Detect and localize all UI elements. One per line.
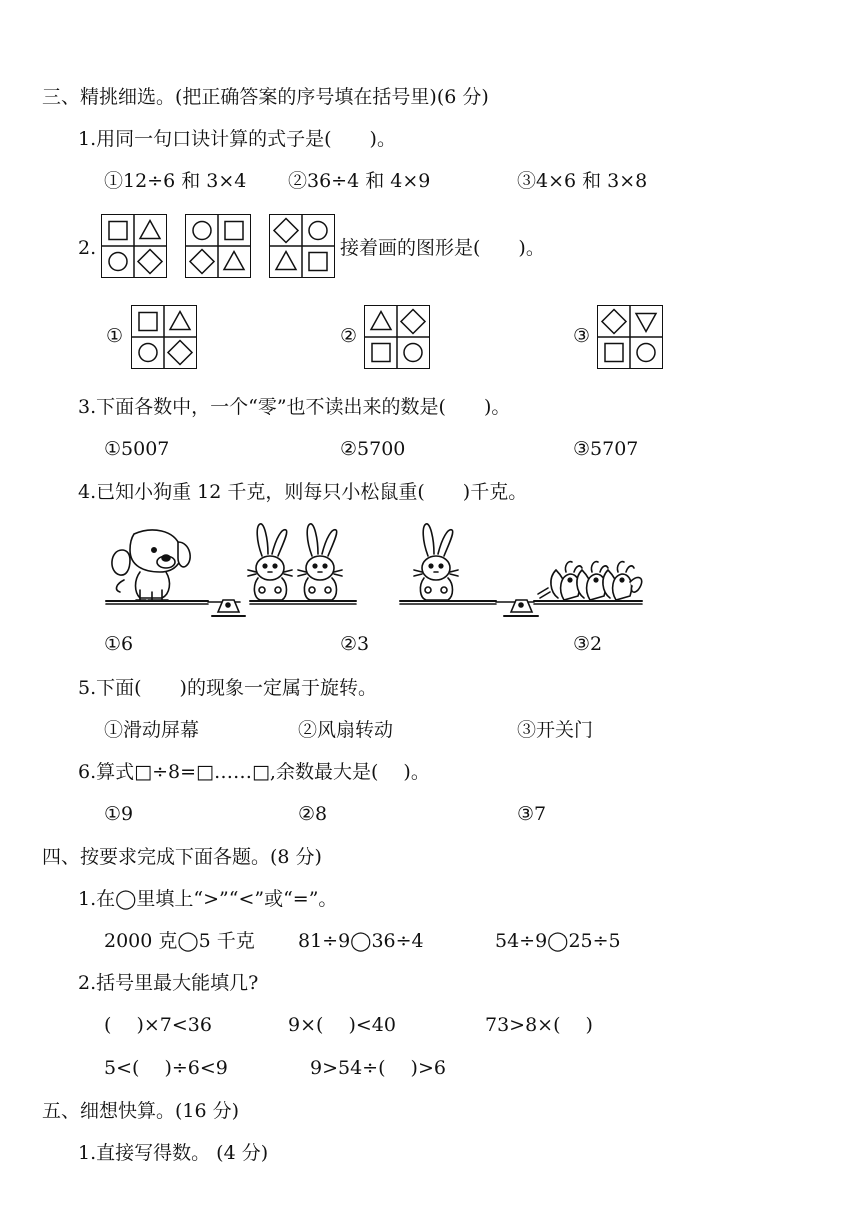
diamond-shape xyxy=(602,310,626,334)
section-5-question-1-text: 1.直接写得数。 (4 分) xyxy=(78,1142,269,1164)
section-4-question-2-text: 2.括号里最大能填几? xyxy=(78,972,259,994)
fill-blank-5: 9>54÷( )>6 xyxy=(310,1057,446,1079)
question-6-option-3: ③7 xyxy=(517,803,547,825)
question-2-option-1-label: ① xyxy=(106,325,124,347)
section-5-heading: 五、细想快算。(16 分) xyxy=(42,1100,240,1122)
question-2-number: 2. xyxy=(78,237,97,259)
question-1-text: 1.用同一句口诀计算的式子是( )。 xyxy=(78,128,396,150)
section-4-question-1-text: 1.在◯里填上“>”“<”或“=”。 xyxy=(78,888,338,910)
dog-illustration xyxy=(112,530,190,600)
compare-item-3: 54÷9◯25÷5 xyxy=(495,930,621,952)
fill-blank-2: 9×( )<40 xyxy=(288,1014,396,1036)
compare-item-2: 81÷9◯36÷4 xyxy=(298,930,424,952)
square-shape xyxy=(372,344,390,362)
question-2-option-2-label: ② xyxy=(340,325,358,347)
sequence-grid-3 xyxy=(269,214,335,278)
triangle-shape xyxy=(140,221,160,239)
triangle-shape xyxy=(276,252,296,270)
balance-scale-dog-rabbits xyxy=(100,520,370,620)
question-3-text: 3.下面各数中，一个“零”也不读出来的数是( )。 xyxy=(78,396,511,418)
option-grid-1 xyxy=(131,305,197,369)
compare-item-1: 2000 克◯5 千克 xyxy=(104,930,255,952)
question-3-option-2: ②5700 xyxy=(340,438,406,460)
question-6-text: 6.算式□÷8=□……□,余数最大是( )。 xyxy=(78,761,430,783)
triangle-shape xyxy=(224,252,244,270)
circle-shape xyxy=(404,344,422,362)
diamond-shape xyxy=(168,341,192,365)
section-4-heading: 四、按要求完成下面各题。(8 分) xyxy=(42,846,322,868)
circle-shape xyxy=(637,344,655,362)
diamond-shape xyxy=(274,219,298,243)
square-shape xyxy=(139,313,157,331)
square-shape xyxy=(605,344,623,362)
question-3-option-1: ①5007 xyxy=(104,438,170,460)
question-2-text: 接着画的图形是( )。 xyxy=(340,237,545,259)
question-6-option-1: ①9 xyxy=(104,803,134,825)
square-shape xyxy=(309,253,327,271)
question-5-option-1: ①滑动屏幕 xyxy=(104,719,200,741)
question-1-option-3: ③4×6 和 3×8 xyxy=(517,170,648,192)
section-3-heading: 三、精挑细选。(把正确答案的序号填在括号里)(6 分) xyxy=(42,86,489,108)
inverted-triangle-shape xyxy=(636,314,656,332)
diamond-shape xyxy=(190,250,214,274)
question-3-option-3: ③5707 xyxy=(573,438,639,460)
question-4-option-1: ①6 xyxy=(104,633,134,655)
rabbit-illustration-3 xyxy=(414,524,458,600)
square-shape xyxy=(225,222,243,240)
question-4-text: 4.已知小狗重 12 千克，则每只小松鼠重( )千克。 xyxy=(78,481,528,503)
rabbit-illustration-1 xyxy=(248,524,292,600)
diamond-shape xyxy=(401,310,425,334)
option-grid-2 xyxy=(364,305,430,369)
question-5-option-3: ③开关门 xyxy=(517,719,594,741)
circle-shape xyxy=(139,344,157,362)
diamond-shape xyxy=(138,250,162,274)
question-5-option-2: ②风扇转动 xyxy=(298,719,394,741)
triangle-shape xyxy=(371,312,391,330)
fill-blank-1: ( )×7<36 xyxy=(104,1014,212,1036)
circle-shape xyxy=(193,222,211,240)
question-2-option-3-label: ③ xyxy=(573,325,591,347)
question-5-text: 5.下面( )的现象一定属于旋转。 xyxy=(78,677,377,699)
question-1-option-1: ①12÷6 和 3×4 xyxy=(104,170,247,192)
sequence-grid-1 xyxy=(101,214,167,278)
question-4-option-2: ②3 xyxy=(340,633,370,655)
squirrel-illustration-3 xyxy=(603,562,642,600)
option-grid-3 xyxy=(597,305,663,369)
circle-shape xyxy=(109,253,127,271)
question-1-option-2: ②36÷4 和 4×9 xyxy=(288,170,431,192)
question-6-option-2: ②8 xyxy=(298,803,328,825)
rabbit-illustration-2 xyxy=(298,524,342,600)
balance-scale-rabbit-squirrels xyxy=(398,520,648,620)
fill-blank-4: 5<( )÷6<9 xyxy=(104,1057,228,1079)
fill-blank-3: 73>8×( ) xyxy=(485,1014,593,1036)
square-shape xyxy=(109,222,127,240)
question-4-option-3: ③2 xyxy=(573,633,603,655)
sequence-grid-2 xyxy=(185,214,251,278)
circle-shape xyxy=(309,222,327,240)
triangle-shape xyxy=(170,312,190,330)
